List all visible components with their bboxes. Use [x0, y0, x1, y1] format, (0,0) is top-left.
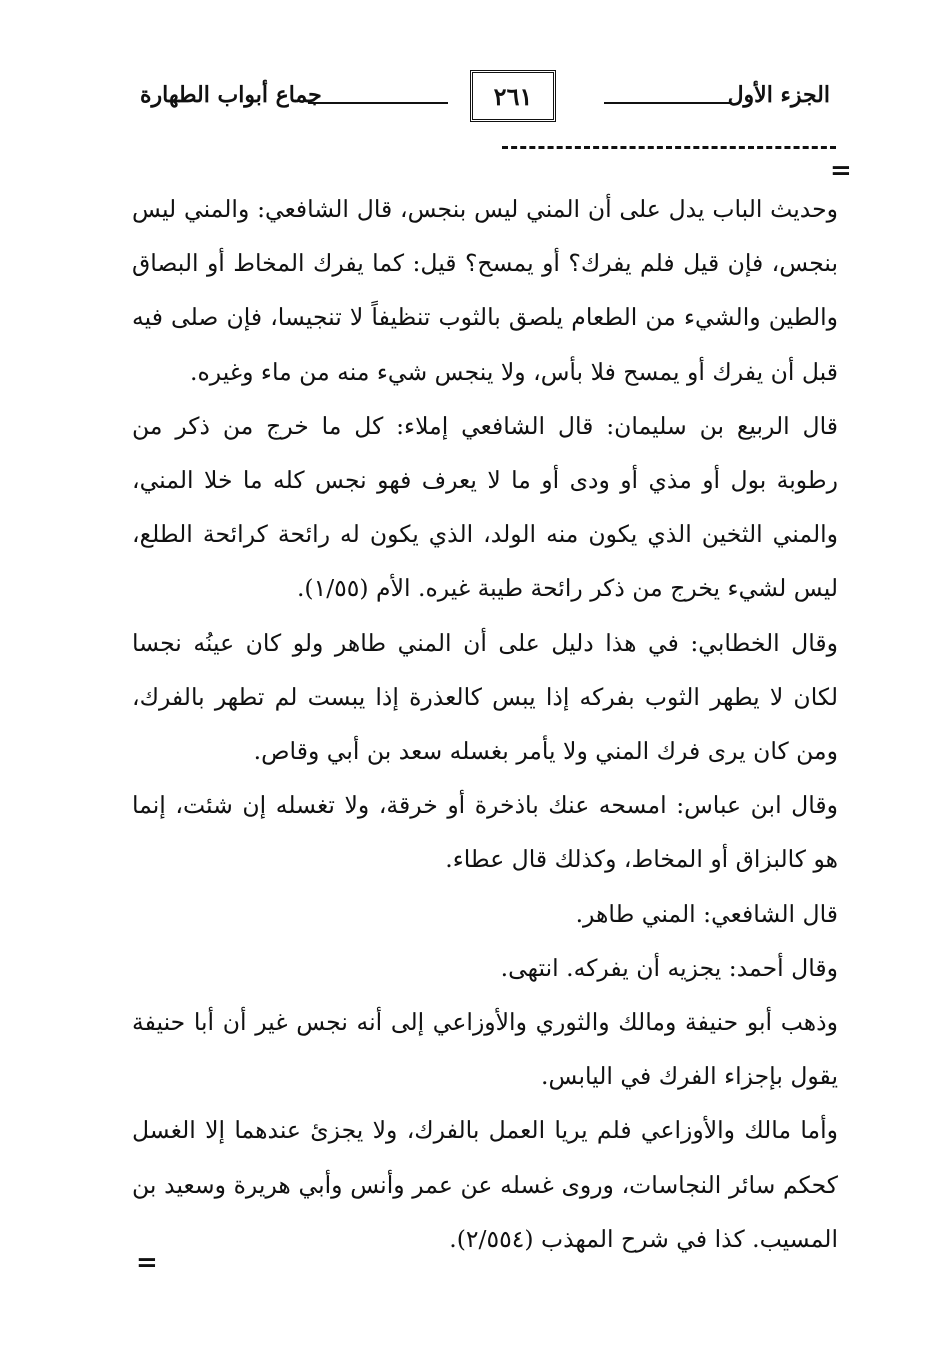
- separator-dashed-rule: [502, 146, 836, 149]
- running-header: [130, 66, 830, 126]
- paragraph-3: وقال الخطابي: في هذا دليل على أن المني طاهر ولو كان عينُه نجسا لكان لا يطهر الثوب بفركه إذا يبس كالعذرة إذا يبست لم تطهر بالفرك، ومن كان يرى فرك المني ولا يأمر بغسله سعد بن أبي وقاص.: [132, 628, 838, 766]
- paragraph-1: وحديث الباب يدل على أن المني ليس بنجس، قال الشافعي: والمني ليس بنجس، فإن قيل فلم يفرك؟ أو يمسح؟ قيل: كما يفرك المخاط أو البصاق والطين والشيء من الطعام يلصق بالثوب تنظيفاً لا تنجيسا، فإن صلى فيه قبل أن يفرك أو يمسح فلا بأس، ولا ينجس شيء منه من ماء وغيره.: [132, 195, 838, 386]
- body-text: [132, 182, 838, 1266]
- header-rule-left: [308, 102, 448, 104]
- bottom-equals-mark: =: [136, 1248, 158, 1278]
- paragraph-2: قال الربيع بن سليمان: قال الشافعي إملاء: كل ما خرج من ذكر من رطوبة بول أو مذي أو ودى أو ما لا يعرف فهو نجس كله ما خلا المني، والمني الثخين الذي يكون منه الولد، الذي يكون له رائحة كرائحة الطلع، ليس لشيء يخرج من ذكر رائحة طيبة غيره. الأم (١/٥٥).: [132, 411, 838, 603]
- paragraph-7: وذهب أبو حنيفة ومالك والثوري والأوزاعي إلى أنه نجس غير أن أبا حنيفة يقول بإجزاء الفرك في اليابس.: [132, 1008, 838, 1091]
- header-rule-right: [604, 102, 732, 104]
- paragraph-4: وقال ابن عباس: امسحه عنك باذخرة أو خرقة، ولا تغسله إن شئت، إنما هو كالبزاق أو المخاط، وكذلك قال عطاء.: [132, 791, 838, 874]
- paragraph-8: وأما مالك والأوزاعي فلم يريا العمل بالفرك، ولا يجزئ عندهما إلا الغسل كحكم سائر النجاسات، وروى غسله عن عمر وأنس وأبي هريرة وسعيد بن المسيب. كذا في شرح المهذب (٢/٥٥٤).: [132, 1116, 838, 1253]
- page-number-box: [470, 70, 556, 122]
- paragraph-5: قال الشافعي: المني طاهر.: [575, 899, 838, 928]
- volume-label: الجزء الأول: [727, 82, 830, 108]
- paragraph-6: وقال أحمد: يجزيه أن يفركه. انتهى.: [500, 953, 838, 982]
- top-equals-mark: =: [830, 156, 852, 186]
- page-number: ٢٦١: [493, 81, 533, 111]
- chapter-title: جماع أبواب الطهارة: [140, 82, 322, 108]
